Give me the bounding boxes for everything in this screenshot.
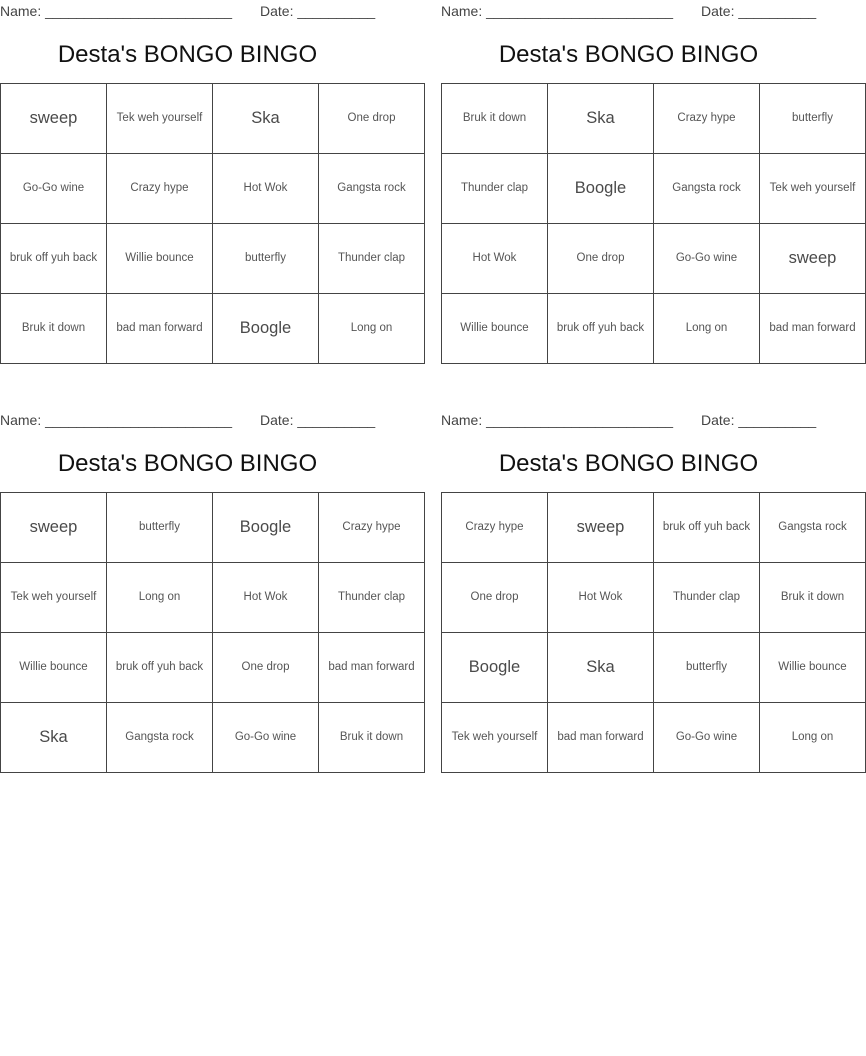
bingo-cell: Gangsta rock (760, 493, 866, 563)
card-header (0, 0, 376, 22)
bingo-cell: butterfly (213, 224, 319, 294)
bingo-cell: Willie bounce (760, 633, 866, 703)
bingo-cell: Thunder clap (319, 563, 425, 633)
bingo-cell: Thunder clap (319, 224, 425, 294)
grid-row (442, 633, 866, 703)
bingo-grid (0, 492, 425, 773)
bingo-cell: One drop (213, 633, 319, 703)
bingo-cell: Long on (654, 294, 760, 364)
name-field: Name: ________________________ (441, 3, 673, 19)
bingo-card (0, 409, 415, 773)
bingo-cell: Go-Go wine (1, 154, 107, 224)
bingo-cell: Crazy hype (107, 154, 213, 224)
bingo-cell: Long on (319, 294, 425, 364)
bingo-cell: Gangsta rock (654, 154, 760, 224)
bingo-cell: Boogle (442, 633, 548, 703)
bingo-cell: bad man forward (107, 294, 213, 364)
grid-row (1, 493, 425, 563)
grid-row (1, 703, 425, 773)
bingo-cell: One drop (548, 224, 654, 294)
bingo-cell: Bruk it down (1, 294, 107, 364)
name-field: Name: ________________________ (0, 3, 232, 19)
bingo-card (441, 409, 847, 773)
bingo-cell: Crazy hype (654, 84, 760, 154)
bingo-cell: Hot Wok (213, 154, 319, 224)
bingo-cell: One drop (442, 563, 548, 633)
grid-row (1, 563, 425, 633)
bingo-cell: sweep (1, 493, 107, 563)
bingo-cell: Tek weh yourself (760, 154, 866, 224)
grid-row (442, 294, 866, 364)
bingo-cell: sweep (548, 493, 654, 563)
card-title: Desta's BONGO BINGO (498, 41, 759, 68)
bingo-cell: Go-Go wine (654, 224, 760, 294)
bingo-cell: Boogle (213, 294, 319, 364)
card-header (441, 0, 817, 22)
bingo-cell: Hot Wok (442, 224, 548, 294)
date-field: Date: __________ (260, 3, 376, 19)
bingo-card (441, 0, 856, 364)
bingo-cell: Ska (1, 703, 107, 773)
card-title: Desta's BONGO BINGO (57, 450, 318, 477)
date-field: Date: __________ (701, 3, 817, 19)
bingo-cell: Crazy hype (442, 493, 548, 563)
bingo-cell: sweep (1, 84, 107, 154)
bingo-cell: bad man forward (548, 703, 654, 773)
bingo-cell: Long on (760, 703, 866, 773)
grid-row (1, 294, 425, 364)
bingo-cell: bad man forward (319, 633, 425, 703)
bingo-cell: Gangsta rock (107, 703, 213, 773)
bingo-cell: Thunder clap (654, 563, 760, 633)
bingo-grid (441, 83, 866, 364)
grid-row (442, 84, 866, 154)
bingo-cell: Bruk it down (319, 703, 425, 773)
bingo-cell: Ska (548, 633, 654, 703)
bingo-cell: Ska (213, 84, 319, 154)
bingo-cell: Bruk it down (442, 84, 548, 154)
bingo-cell: Willie bounce (442, 294, 548, 364)
bingo-cell: butterfly (107, 493, 213, 563)
bingo-cell: Willie bounce (1, 633, 107, 703)
grid-row (442, 563, 866, 633)
bingo-cell: Tek weh yourself (442, 703, 548, 773)
grid-row (442, 224, 866, 294)
bingo-cell: Tek weh yourself (107, 84, 213, 154)
grid-row (442, 154, 866, 224)
card-header (441, 409, 817, 431)
name-field: Name: ________________________ (441, 412, 673, 428)
bingo-cell: butterfly (654, 633, 760, 703)
bingo-cell: Hot Wok (548, 563, 654, 633)
card-title: Desta's BONGO BINGO (498, 450, 759, 477)
grid-row (442, 703, 866, 773)
bingo-cell: Ska (548, 84, 654, 154)
bingo-cell: bruk off yuh back (548, 294, 654, 364)
date-field: Date: __________ (701, 412, 817, 428)
grid-row (1, 84, 425, 154)
bingo-cell: Boogle (213, 493, 319, 563)
bingo-grid (441, 492, 866, 773)
bingo-cell: Go-Go wine (654, 703, 760, 773)
bingo-cell: Hot Wok (213, 563, 319, 633)
bingo-cell: bruk off yuh back (1, 224, 107, 294)
card-title: Desta's BONGO BINGO (57, 41, 318, 68)
bingo-cell: One drop (319, 84, 425, 154)
grid-row (1, 224, 425, 294)
bingo-cell: Boogle (548, 154, 654, 224)
bingo-cell: Bruk it down (760, 563, 866, 633)
bingo-cell: butterfly (760, 84, 866, 154)
bingo-cell: sweep (760, 224, 866, 294)
grid-row (1, 154, 425, 224)
bingo-cell: bad man forward (760, 294, 866, 364)
bingo-card (0, 0, 406, 364)
name-field: Name: ________________________ (0, 412, 232, 428)
bingo-grid (0, 83, 425, 364)
bingo-cell: Gangsta rock (319, 154, 425, 224)
date-field: Date: __________ (260, 412, 376, 428)
card-header (0, 409, 376, 431)
grid-row (1, 633, 425, 703)
bingo-cell: bruk off yuh back (654, 493, 760, 563)
bingo-cell: Tek weh yourself (1, 563, 107, 633)
bingo-cell: Crazy hype (319, 493, 425, 563)
bingo-cell: Thunder clap (442, 154, 548, 224)
bingo-cell: Go-Go wine (213, 703, 319, 773)
bingo-cell: Long on (107, 563, 213, 633)
bingo-cell: bruk off yuh back (107, 633, 213, 703)
bingo-cell: Willie bounce (107, 224, 213, 294)
grid-row (442, 493, 866, 563)
